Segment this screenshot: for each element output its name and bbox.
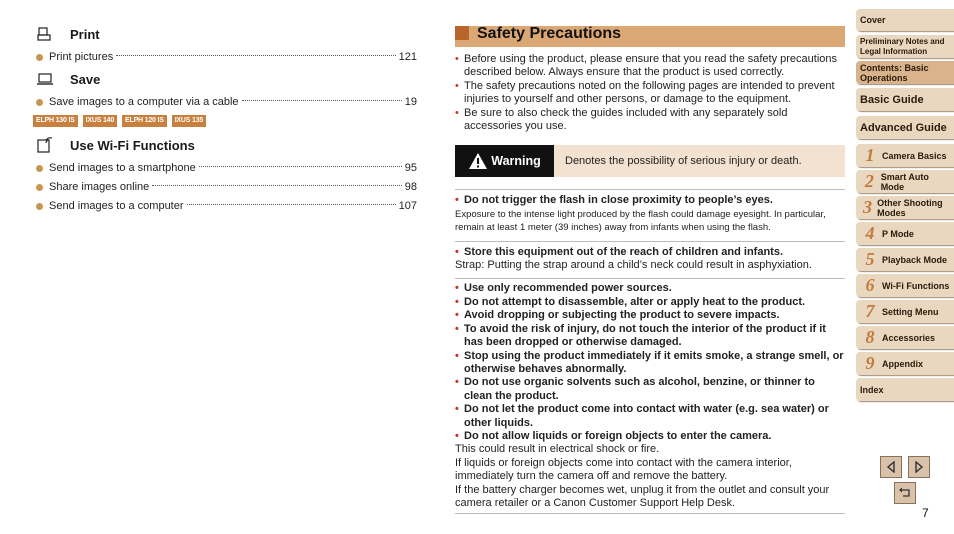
warning-description: Denotes the possibility of serious injury or death.	[565, 154, 802, 167]
model-badge: ELPH 120 IS	[122, 115, 167, 127]
dot-leader	[242, 99, 402, 101]
nav-tab-chapter-6[interactable]	[856, 274, 954, 297]
bullet-dot	[36, 165, 43, 172]
printer-icon	[33, 27, 65, 41]
model-badges	[33, 115, 417, 127]
model-badge: IXUS 140	[83, 115, 117, 127]
return-icon	[898, 487, 912, 499]
nav-tab-chapter-3[interactable]	[856, 196, 954, 219]
flash-warning	[455, 194, 845, 207]
nav-tab-label: Cover	[860, 15, 886, 25]
nav-tab-chapter-8[interactable]	[856, 326, 954, 349]
wifi-section-title: Use Wi-Fi Functions	[70, 137, 195, 153]
toc-item-label: Save images to a computer via a cable	[49, 96, 239, 108]
tail-text: If the battery charger becomes wet, unplug it from the outlet and consult your camera retailer or a Canon Customer Support Help Desk.	[455, 483, 830, 509]
print-section-title: Print	[70, 26, 100, 42]
dot-leader	[187, 203, 396, 205]
flash-heading: • Do not trigger the flash in close proximity to people’s eyes.	[455, 194, 845, 207]
safety-item: • Do not allow liquids or foreign objects to enter the camera.	[455, 430, 845, 443]
save-section-title: Save	[70, 71, 101, 87]
toc-item-page: 98	[404, 181, 417, 193]
chapter-label: Smart Auto Mode	[880, 171, 929, 192]
wifi-section-header	[33, 135, 417, 155]
toc-item-print-pictures[interactable]	[33, 48, 417, 67]
tail-text: If liquids or foreign objects come into contact with the camera interior, immediately turn the camera off and remove the battery.	[455, 456, 792, 483]
dot-leader	[199, 165, 402, 167]
safety-item: • Avoid dropping or subjecting the product to severe impacts.	[455, 309, 845, 322]
previous-page-button[interactable]	[880, 456, 902, 478]
bullet-dot	[36, 99, 43, 106]
save-section-header	[33, 69, 417, 89]
chapter-number: 1	[865, 145, 875, 165]
chapter-number: 4	[865, 223, 875, 243]
divider	[455, 513, 845, 514]
laptop-icon	[33, 73, 65, 85]
nav-tab-label: Advanced Guide	[860, 121, 947, 134]
chapter-label: P Mode	[882, 228, 914, 239]
chapter-number: 5	[865, 249, 875, 269]
dot-leader	[152, 184, 401, 186]
divider	[455, 189, 845, 190]
safety-item: • Use only recommended power sources.	[455, 282, 845, 295]
children-text: Strap: Putting the strap around a child’s neck could result in asphyxiation.	[455, 259, 812, 272]
divider	[455, 278, 845, 279]
children-warning	[455, 246, 845, 259]
intro-item: • Be sure to also check the guides included with any separately sold accessories you use.	[455, 107, 845, 134]
tail-text: This could result in electrical shock or fire.	[455, 443, 660, 456]
nav-tab-chapter-2[interactable]	[856, 170, 954, 193]
wifi-icon	[33, 137, 65, 153]
toc-item-share-online[interactable]	[33, 178, 417, 197]
toc-item-page: 121	[398, 51, 417, 63]
page-number: 7	[922, 506, 929, 520]
chapter-label: Playback Mode	[882, 254, 948, 265]
chapter-number: 6	[865, 275, 875, 295]
safety-item: • To avoid the risk of injury, do not touch the interior of the product if it has been dropped or otherwise damaged.	[455, 323, 845, 350]
toc-left-column	[33, 24, 417, 216]
nav-tab-index[interactable]	[856, 378, 954, 401]
warning-badge	[455, 145, 554, 177]
title-marker	[455, 26, 469, 40]
chapter-label: Accessories	[882, 332, 936, 343]
nav-tab-chapter-1[interactable]	[856, 144, 954, 167]
dot-leader	[116, 54, 395, 56]
chapter-number: 9	[865, 353, 875, 373]
side-navigation	[856, 9, 954, 401]
nav-tab-contents[interactable]	[856, 61, 954, 84]
bullet-dot	[36, 184, 43, 191]
flash-text: Exposure to the intense light produced by the flash could damage eyesight. In particular, remain at least 1 meter (39 inches) away from infants when using the flash.	[455, 208, 826, 234]
chapter-number: 8	[865, 327, 875, 347]
safety-item: • Stop using the product immediately if it emits smoke, a strange smell, or otherwise behaves abnormally.	[455, 350, 845, 377]
nav-tab-label: Index	[860, 384, 884, 395]
chapter-number: 3	[863, 197, 873, 217]
print-section-header	[33, 24, 417, 44]
nav-tab-preliminary[interactable]	[856, 35, 954, 58]
chapter-tabs	[856, 144, 954, 375]
nav-tab-label: Basic Guide	[860, 93, 924, 106]
model-badge: IXUS 135	[172, 115, 206, 127]
nav-tab-basic-guide[interactable]	[856, 88, 954, 111]
chapter-number: 7	[865, 301, 875, 321]
chapter-label: Camera Basics	[882, 150, 947, 161]
intro-item: • Before using the product, please ensure that you read the safety precautions described below. Always ensure that the product is used correctly.	[455, 53, 845, 80]
toc-item-page: 19	[404, 96, 417, 108]
toc-item-send-computer[interactable]	[33, 197, 417, 216]
toc-item-label: Print pictures	[49, 51, 114, 63]
warning-label: Warning	[491, 153, 541, 168]
children-heading: • Store this equipment out of the reach of children and infants.	[455, 246, 845, 259]
warning-legend	[455, 145, 845, 177]
intro-item: • The safety precautions noted on the following pages are intended to prevent injuries to yourself and other persons, or damage to the equipment.	[455, 80, 845, 107]
nav-tab-advanced-guide[interactable]	[856, 116, 954, 139]
safety-item: • Do not let the product come into contact with water (e.g. sea water) or other liquids.	[455, 403, 845, 430]
toc-item-page: 107	[398, 200, 417, 212]
intro-list	[455, 53, 845, 133]
arrow-right-icon	[914, 461, 924, 473]
arrow-left-icon	[886, 461, 896, 473]
bullet-dot	[36, 203, 43, 210]
warning-triangle-icon	[468, 152, 488, 170]
divider	[455, 241, 845, 242]
next-page-button[interactable]	[908, 456, 930, 478]
toc-item-label: Share images online	[49, 181, 150, 193]
chapter-label: Appendix	[882, 358, 924, 369]
nav-tab-chapter-9[interactable]	[856, 352, 954, 375]
nav-tab-chapter-4[interactable]	[856, 222, 954, 245]
safety-item: • Do not use organic solvents such as alcohol, benzine, or thinner to clean the product.	[455, 376, 845, 403]
nav-tab-label: Preliminary Notes and Legal Information	[860, 36, 945, 56]
page-title: Safety Precautions	[477, 25, 622, 42]
chapter-number: 2	[864, 171, 874, 191]
main-content	[455, 26, 845, 514]
chapter-label: Setting Menu	[882, 306, 939, 317]
nav-tab-chapter-7[interactable]	[856, 300, 954, 323]
safety-list	[455, 282, 845, 443]
toc-item-page: 95	[404, 162, 417, 174]
nav-tab-cover[interactable]	[856, 9, 954, 31]
toc-item-label: Send images to a computer	[49, 200, 184, 212]
safety-item: • Do not attempt to disassemble, alter or apply heat to the product.	[455, 296, 845, 309]
chapter-label: Other Shooting Modes	[877, 197, 943, 218]
section-title-bar	[455, 26, 845, 47]
nav-tab-label: Contents: Basic Operations	[860, 62, 929, 83]
toc-item-send-smartphone[interactable]	[33, 159, 417, 178]
toc-item-label: Send images to a smartphone	[49, 162, 196, 174]
return-button[interactable]	[894, 482, 916, 504]
model-badge: ELPH 130 IS	[33, 115, 78, 127]
toc-item-save-images[interactable]	[33, 93, 417, 112]
nav-tab-chapter-5[interactable]	[856, 248, 954, 271]
chapter-label: Wi-Fi Functions	[882, 280, 950, 291]
bullet-dot	[36, 54, 43, 61]
